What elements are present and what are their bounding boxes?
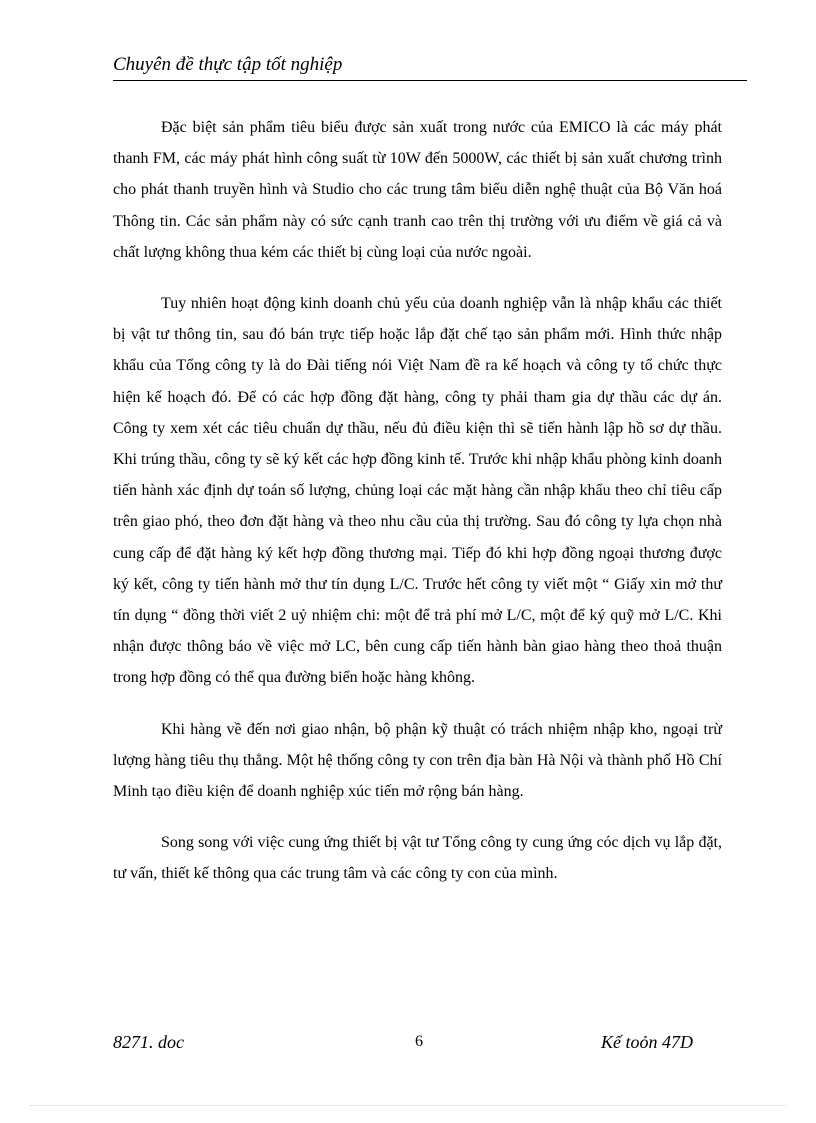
paragraph-services: Song song với việc cung ứng thiết bị vật tư Tổng công ty cung ứng cóc dịch vụ lắp đặt, tư vấn, thiết kế thông qua các trung tâm và các công ty con của mình. (113, 834, 722, 883)
page-header (113, 50, 747, 81)
page-number: 6 (415, 1033, 423, 1050)
paragraph-emico-products: Đặc biệt sản phẩm tiêu biểu được sản xuất trong nước của EMICO là các máy phát thanh FM, các máy phát hình công suất từ 10W đến 5000W, các thiết bị sản xuất chương trình cho phát thanh truyền hình và Studio cho các trung tâm biểu diễn nghệ thuật của Bộ Văn hoá Thông tin. Các sản phẩm này có sức cạnh tranh cao trên thị trường với ưu điểm về giá cả và chất lượng không thua kém các thiết bị cùng loại của nước ngoài. (113, 119, 722, 261)
paragraph-import-process: Tuy nhiên hoạt động kinh doanh chủ yếu của doanh nghiệp vẫn là nhập khẩu các thiết bị vật tư thông tin, sau đó bán trực tiếp hoặc lắp đặt chế tạo sản phẩm mới. Hình thức nhập khẩu của Tổng công ty là do Đài tiếng nói Việt Nam đề ra kế hoạch và công ty tổ chức thực hiện kế hoạch đó. Để có các hợp đồng đặt hàng, công ty phải tham gia dự thầu các dự án. Công ty xem xét các tiêu chuẩn dự thầu, nếu đủ điều kiện thì sẽ tiến hành lập hồ sơ dự thầu. Khi trúng thầu, công ty sẽ ký kết các hợp đồng kinh tế. Trước khi nhập khẩu phòng kinh doanh tiến hành xác định dự toán số lượng, chủng loại các mặt hàng cần nhập khẩu theo chỉ tiêu cấp trên giao phó, theo đơn đặt hàng và theo nhu cầu của thị trường. Sau đó công ty lựa chọn nhà cung cấp để đặt hàng ký kết hợp đồng thương mại. Tiếp đó khi hợp đồng ngoại thương được ký kết, công ty tiến hành mở thư tín dụng L/C. Trước hết công ty viết một “ Giấy xin mở thư tín dụng “ đồng thời viết 2 uỷ nhiệm chi: một để trả phí mở L/C, một để ký quỹ mở L/C. Khi nhận được thông báo về việc mở LC, bên cung cấp tiến hành bàn giao hàng theo thoả thuận trong hợp đồng có thể qua đường biển hoặc hàng không. (113, 295, 722, 687)
page-footer (113, 1029, 693, 1055)
document-body (113, 112, 722, 910)
paragraph-delivery: Khi hàng về đến nơi giao nhận, bộ phận kỹ thuật có trách nhiệm nhập kho, ngoại trừ lượng hàng tiêu thụ thẳng. Một hệ thống công ty con trên địa bàn Hà Nội và thành phố Hồ Chí Minh tạo điều kiện để doanh nghiệp xúc tiến mở rộng bán hàng. (113, 720, 722, 801)
footer-file-name: 8271. doc (113, 1032, 184, 1052)
footer-author-class: Kế toỏn 47D (601, 1032, 693, 1052)
page-bottom-border (30, 1105, 786, 1106)
document-title: Chuyên đề thực tập tốt nghiệp (113, 54, 343, 75)
